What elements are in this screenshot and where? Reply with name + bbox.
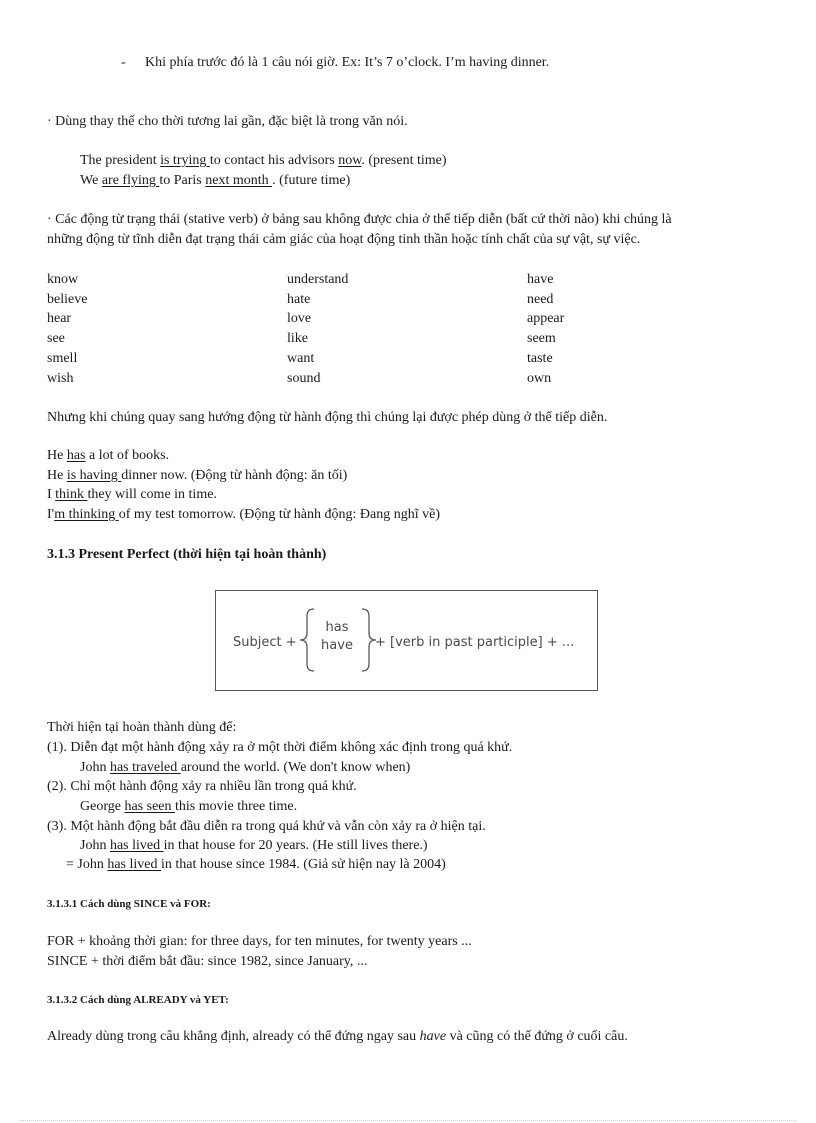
- for-rule: FOR + khoảng thời gian: for three days, for ten minutes, for twenty years ...: [47, 934, 472, 949]
- already-rule: [47, 1028, 628, 1046]
- underlined-verb: m thinking: [54, 507, 119, 522]
- text: = John: [66, 857, 108, 872]
- underlined-time: next month: [205, 173, 273, 188]
- page-bottom-divider: [20, 1120, 796, 1121]
- pp-use-2: (2). Chỉ một hành động xảy ra nhiều lần trong quá khứ.: [47, 779, 357, 794]
- verb: see: [47, 331, 65, 347]
- verb: have: [527, 272, 554, 287]
- verb: seem: [527, 331, 556, 347]
- text: . (present time): [361, 153, 447, 168]
- formula-subject: Subject +: [233, 635, 297, 650]
- pp-use-1-example: [80, 759, 410, 777]
- text: in that house since 1984. (Giả sử hiện nay là 2004): [161, 857, 446, 872]
- verb: own: [527, 370, 552, 386]
- underlined-verb: has traveled: [109, 760, 181, 775]
- paragraph-continuous-clock: Khi phía trước đó là 1 câu nói giờ. Ex: It’s 7 o’clock. I’m having dinner.: [145, 55, 550, 70]
- example-flying: [80, 172, 350, 190]
- text: He: [47, 448, 67, 463]
- verb: understand: [287, 272, 349, 287]
- pp-use-3-example-2: [66, 856, 446, 874]
- verb-column-2: [287, 270, 348, 388]
- verb: sound: [287, 370, 321, 386]
- text: this movie three time.: [175, 799, 298, 814]
- subheading-since-for: 3.1.3.1 Cách dùng SINCE và FOR:: [47, 898, 211, 910]
- example-having-dinner: [47, 467, 347, 485]
- underlined-verb: has lived: [109, 838, 164, 853]
- pp-use-2-example: [80, 798, 297, 816]
- pp-use-3: (3). Một hành động bắt đầu diễn ra trong quá khứ và vẫn còn xảy ra ở hiện tại.: [47, 819, 486, 834]
- verb: need: [527, 291, 554, 307]
- verb: love: [287, 311, 312, 327]
- text: to Paris: [159, 173, 206, 188]
- text: Already dùng trong câu khẳng định, already có thể đứng ngay sau: [47, 1029, 420, 1044]
- verb: want: [287, 350, 315, 366]
- verb: taste: [527, 350, 553, 366]
- underlined-verb: has: [66, 448, 86, 463]
- pp-use-1: (1). Diễn đạt một hành động xảy ra ở một thời điểm không xác định trong quá khứ.: [47, 740, 513, 755]
- formula-has: has: [325, 620, 349, 635]
- pp-use-3-example-1: [80, 837, 428, 855]
- text: of my test tomorrow. (Động từ hành động: Đang nghĩ về): [118, 507, 440, 522]
- underlined-verb: is having: [66, 468, 122, 483]
- example-president: [80, 152, 447, 170]
- verb-column-1: [47, 270, 87, 388]
- verb: wish: [47, 370, 74, 386]
- text: to contact his advisors: [209, 153, 339, 168]
- since-rule: SINCE + thời điểm bắt đầu: since 1982, since January, ...: [47, 954, 368, 969]
- bullet-dash: -: [121, 55, 126, 70]
- text: John: [80, 838, 110, 853]
- text: they will come in time.: [87, 487, 217, 502]
- underlined-verb: is trying: [160, 153, 210, 168]
- text: around the world. (We don't know when): [180, 760, 411, 775]
- verb: appear: [527, 311, 565, 327]
- left-brace: [300, 609, 314, 671]
- pp-intro: Thời hiện tại hoàn thành dùng để:: [47, 720, 237, 735]
- formula-rest: + [verb in past participle] + ...: [375, 635, 575, 650]
- example-thinking: [47, 506, 440, 524]
- underlined-verb: think: [55, 487, 88, 502]
- paragraph-stative-1: · Các động từ trạng thái (stative verb) ở bảng sau không được chia ở thể tiếp diễn (bất cứ thời nào) khi chúng là: [47, 212, 672, 227]
- underlined-verb: are flying: [101, 173, 160, 188]
- text: dinner now. (Động từ hành động: ăn tối): [121, 468, 348, 483]
- text: We: [80, 173, 102, 188]
- section-heading-present-perfect: 3.1.3 Present Perfect (thời hiện tại hoàn thành): [47, 547, 327, 562]
- formula-box: [215, 590, 598, 691]
- verb-column-3: [527, 270, 564, 388]
- verb: know: [47, 272, 79, 287]
- underlined-verb: has lived: [107, 857, 161, 872]
- text: He: [47, 468, 67, 483]
- underlined-verb: has seen: [124, 799, 175, 814]
- text: I': [47, 507, 55, 522]
- text: . (future time): [272, 173, 351, 188]
- verb: hate: [287, 291, 311, 307]
- verb: like: [287, 331, 308, 347]
- verb: hear: [47, 311, 72, 327]
- text: in that house for 20 years. (He still lives there.): [163, 838, 428, 853]
- text: George: [80, 799, 125, 814]
- underlined-time: now: [338, 153, 362, 168]
- verb: believe: [47, 291, 88, 307]
- paragraph-future-usage: · Dùng thay thế cho thời tương lai gần, đặc biệt là trong văn nói.: [47, 114, 408, 129]
- formula-have: have: [321, 638, 353, 653]
- text: a lot of books.: [85, 448, 170, 463]
- text: The president: [80, 153, 161, 168]
- emphasis-have: have: [419, 1029, 447, 1044]
- subheading-already-yet: 3.1.3.2 Cách dùng ALREADY và YET:: [47, 994, 229, 1006]
- text: và cũng có thể đứng ở cuối câu.: [446, 1029, 628, 1044]
- example-has-books: [47, 447, 169, 465]
- example-think: [47, 486, 217, 504]
- right-brace: [362, 609, 376, 671]
- formula-diagram: [216, 591, 596, 689]
- paragraph-stative-2: những động từ tĩnh diễn đạt trạng thái cảm giác của hoạt động tinh thần hoặc tính chất của sự vật, sự việc.: [47, 232, 641, 247]
- verb: smell: [47, 350, 78, 366]
- text: I: [47, 487, 56, 502]
- paragraph-action-note: Nhưng khi chúng quay sang hướng động từ hành động thì chúng lại được phép dùng ở thể tiếp diễn.: [47, 410, 608, 425]
- text: John: [80, 760, 110, 775]
